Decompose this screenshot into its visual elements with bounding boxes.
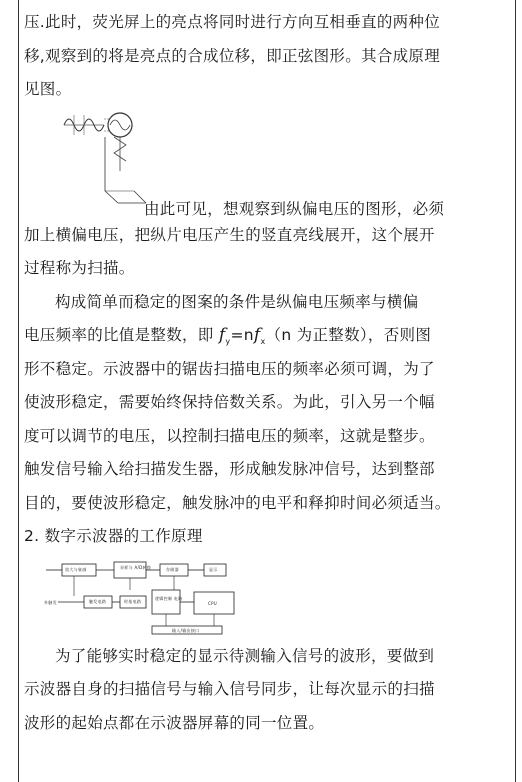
amp-label: 放大与衰减 xyxy=(65,566,87,572)
paragraph1-line1: 压.此时，荧光屏上的亮点将同时进行方向互相垂直的两种位 xyxy=(24,13,441,31)
cpu-label: CPU xyxy=(208,600,218,606)
paragraph4-line3: 波形的起始点都在示波器屏幕的同一位置。 xyxy=(24,713,325,732)
figure-lissajous-principle xyxy=(24,107,512,219)
control-block xyxy=(152,590,183,614)
trigger-label: 触发电路 xyxy=(89,598,107,604)
paragraph3-line2-post: （n 为正整数），否则图 xyxy=(265,326,432,344)
paragraph3-line3: 形不稳定。示波器中的锯齿扫描电压的频率必须可调，为了 xyxy=(24,359,435,378)
paragraph3-line1: 构成简单而稳定的图案的条件是纵偏电压频率与横偏 xyxy=(55,292,419,311)
figure-digital-oscilloscope-block-diagram xyxy=(24,554,512,640)
paragraph3-line5: 度可以调节的电压，以控制扫描电压的频率，这就是整步。 xyxy=(24,426,435,445)
formula-sub-x: x xyxy=(260,337,266,346)
paragraph3-line2-pre: 电压频率的比值是整数，即 xyxy=(24,326,219,344)
paragraph2-line1: 加上横偏电压，把纵片电压产生的竖直亮线展开，这个展开 xyxy=(24,225,435,244)
io-label: 输入/输出接口 xyxy=(172,627,200,633)
paragraph3-line2 xyxy=(24,319,512,353)
formula-f-x: f xyxy=(253,325,261,345)
block-diagram xyxy=(44,560,244,636)
document-content xyxy=(24,6,512,740)
paragraph4-line1: 为了能够实时稳定的显示待测输入信号的波形，要做到 xyxy=(55,646,435,665)
adc-label: 采样与 A/D转换 xyxy=(120,564,152,570)
paragraph1-line2: 移,观察到的将是亮点的合成位移，即正弦图形。其合成原理 xyxy=(24,46,441,65)
paragraph2-line2: 过程称为扫描。 xyxy=(24,259,135,277)
formula-mid: =n xyxy=(230,326,254,344)
paragraph3-line6: 触发信号输入给扫描发生器，形成触发脉冲信号，达到整部 xyxy=(24,460,435,478)
paragraph1-line3: 见图。 xyxy=(24,80,72,98)
display-label: 显示 xyxy=(209,566,218,572)
page-border-left xyxy=(18,0,19,782)
figure1-caption: 由此可见，想观察到纵偏电压的图形，必须 xyxy=(144,199,445,218)
timebase-label: 时基电路 xyxy=(124,598,142,604)
external-trigger-label: 外触发 xyxy=(44,599,57,605)
control-label: 逻辑控制 电路 xyxy=(155,595,183,601)
formula-f-y: f xyxy=(218,325,226,345)
paragraph3-line7: 目的，要使波形稳定，触发脉冲的电平和释抑时间必须适当。 xyxy=(24,493,451,512)
paragraph3-line4: 使波形稳定，需要始终保持倍数关系。为此，引入另一个幅 xyxy=(24,393,435,411)
memory-label: 存储器 xyxy=(166,566,179,572)
paragraph4-line2: 示波器自身的扫描信号与输入信号同步，让每次显示的扫描 xyxy=(24,680,435,698)
page-border-right xyxy=(515,0,516,782)
section2-heading: 2. 数字示波器的工作原理 xyxy=(24,527,203,545)
formula-sub-y: y xyxy=(225,337,231,346)
